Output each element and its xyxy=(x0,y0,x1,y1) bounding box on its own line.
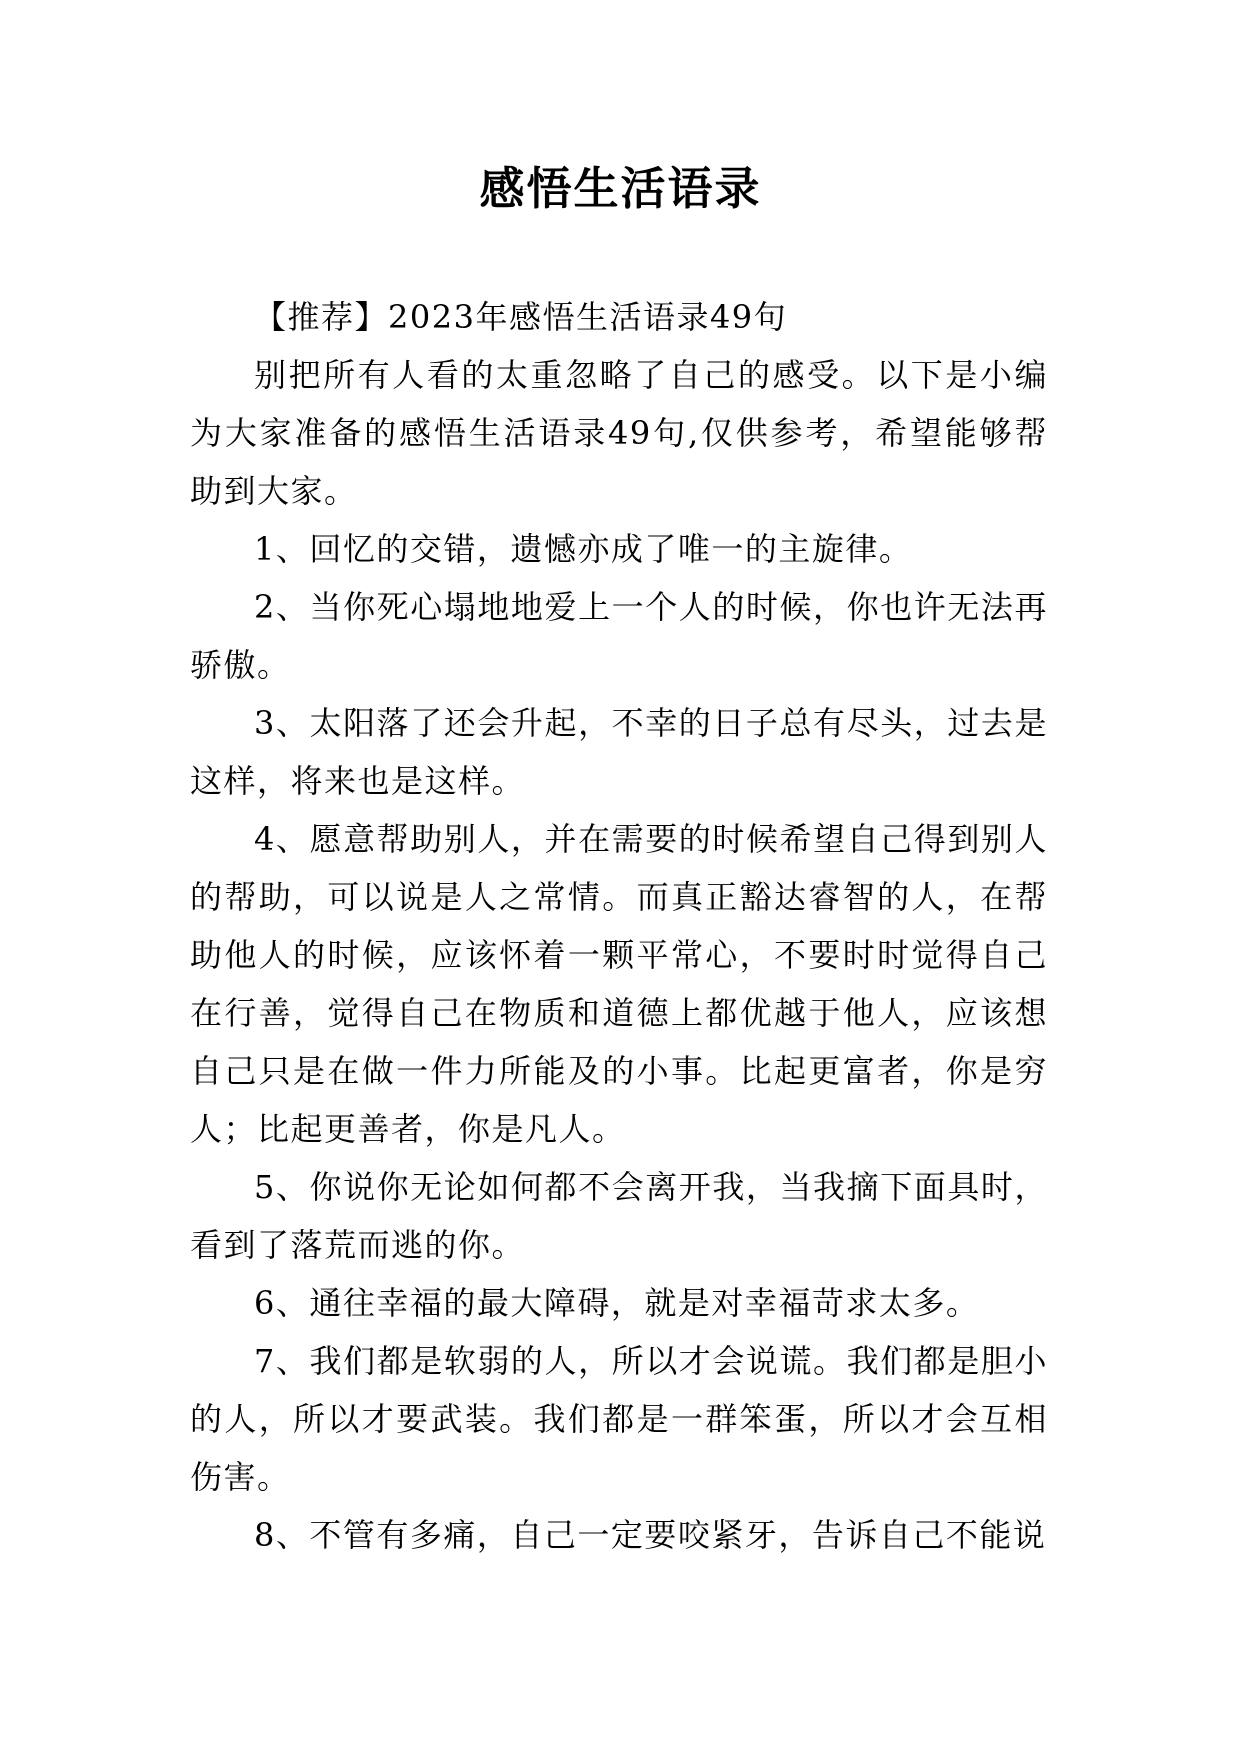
document-title: 感悟生活语录 xyxy=(479,162,762,215)
paragraph: 【推荐】2023年感悟生活语录49句 xyxy=(254,298,788,336)
paragraph: 2、当你死心塌地地爱上一个人的时候，你也许无法再骄傲。 xyxy=(190,588,1048,684)
document-body xyxy=(190,288,1048,1564)
paragraph: 别把所有人看的太重忽略了自己的感受。以下是小编为大家准备的感悟生活语录49句,仅供参考，希望能够帮助到大家。 xyxy=(190,356,1048,510)
paragraph: 4、愿意帮助别人，并在需要的时候希望自己得到别人的帮助，可以说是人之常情。而真正豁达睿智的人，在帮助他人的时候，应该怀着一颗平常心，不要时时觉得自己在行善，觉得自己在物质和道德上都优越于他人，应该想自己只是在做一件力所能及的小事。比起更富者，你是穷人；比起更善者，你是凡人。 xyxy=(190,820,1048,1148)
paragraph: 6、通往幸福的最大障碍，就是对幸福苛求太多。 xyxy=(254,1284,980,1322)
paragraph: 7、我们都是软弱的人，所以才会说谎。我们都是胆小的人，所以才要武装。我们都是一群笨蛋，所以才会互相伤害。 xyxy=(190,1342,1048,1496)
paragraph: 5、你说你无论如何都不会离开我，当我摘下面具时，看到了落荒而逃的你。 xyxy=(190,1168,1048,1264)
paragraph: 1、回忆的交错，遗憾亦成了唯一的主旋律。 xyxy=(254,530,913,568)
paragraph: 8、不管有多痛，自己一定要咬紧牙，告诉自己不能说 xyxy=(254,1516,1047,1554)
paragraph: 3、太阳落了还会升起，不幸的日子总有尽头，过去是这样，将来也是这样。 xyxy=(190,704,1048,800)
